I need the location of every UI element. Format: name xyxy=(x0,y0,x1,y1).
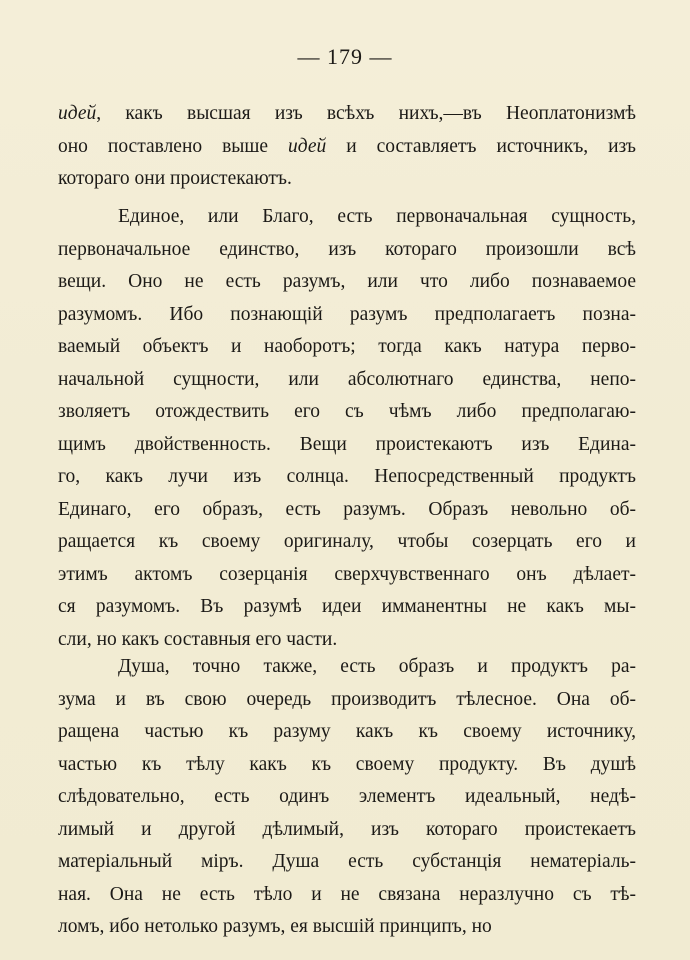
text-run: ращена частью къ разуму какъ къ своему источнику, xyxy=(58,721,636,742)
text-line xyxy=(58,911,636,944)
text-run: слѣдовательно, есть одинъ элементъ идеальный, недѣ- xyxy=(58,786,636,807)
text-line xyxy=(58,201,636,234)
text-run: ломъ, ибо нетолько разумъ, ея высшій принципъ, но xyxy=(58,916,492,937)
page-number: — 179 — xyxy=(297,44,393,69)
text-line xyxy=(58,299,636,332)
text-run: частью къ тѣлу какъ къ своему продукту. Въ душѣ xyxy=(58,753,636,775)
italic-text: идей xyxy=(288,135,327,157)
text-line xyxy=(58,559,636,592)
text-run: ращается къ своему оригиналу, чтобы созерцать его и xyxy=(58,531,636,552)
text-line xyxy=(58,716,636,749)
text-run: оно поставлено выше xyxy=(58,135,289,157)
paragraph-soul xyxy=(58,651,636,944)
text-line xyxy=(58,131,636,164)
text-run: , какъ высшая изъ всѣхъ нихъ,—въ Неоплатонизмѣ xyxy=(96,103,636,124)
text-run: первоначальное единство, изъ котораго произошли всѣ xyxy=(58,238,636,260)
text-run: го, какъ лучи изъ солнца. Непосредственный продуктъ xyxy=(58,466,636,487)
text-line xyxy=(58,684,636,717)
text-run: сли, но какъ составныя его части. xyxy=(58,628,338,650)
text-line xyxy=(58,461,636,494)
text-run: котораго они проистекаютъ. xyxy=(58,168,292,189)
text-line xyxy=(58,749,636,782)
text-run: лимый и другой дѣлимый, изъ котораго проистекаетъ xyxy=(58,818,636,840)
text-run: разумомъ. Ибо познающій разумъ предполагаетъ позна- xyxy=(58,303,636,325)
text-run: зума и въ свою очередь производитъ тѣлесное. Она об- xyxy=(58,688,636,710)
text-run: ся разумомъ. Въ разумѣ идеи имманентны не какъ мы- xyxy=(58,596,636,617)
text-line xyxy=(58,266,636,299)
text-run: ваемый объектъ и наоборотъ; тогда какъ натура перво- xyxy=(58,336,636,357)
text-line xyxy=(58,234,636,267)
text-run: этимъ актомъ созерцанія сверхчувственнаго онъ дѣлает- xyxy=(58,563,636,585)
text-line xyxy=(58,846,636,879)
text-run: Единое, или Благо, есть первоначальная сущность, xyxy=(118,206,636,227)
text-run: Единаго, его образъ, есть разумъ. Образъ невольно об- xyxy=(58,498,636,520)
text-line xyxy=(58,879,636,912)
text-line xyxy=(58,781,636,814)
text-line xyxy=(58,526,636,559)
text-run: щимъ двойственность. Вещи проистекаютъ изъ Едина- xyxy=(58,433,636,455)
text-line xyxy=(58,163,636,196)
text-run: Душа, точно также, есть образъ и продуктъ ра- xyxy=(118,656,636,677)
text-line xyxy=(58,331,636,364)
text-run: начальной сущности, или абсолютнаго единства, непо- xyxy=(58,368,636,390)
text-run: матеріальный міръ. Душа есть субстанція нематеріаль- xyxy=(58,851,636,872)
paragraph-one-source xyxy=(58,201,636,656)
text-run: зволяетъ отождествить его съ чѣмъ либо предполагаю- xyxy=(58,401,636,422)
text-line xyxy=(58,494,636,527)
paragraph-continuation xyxy=(58,98,636,196)
text-line xyxy=(58,98,636,131)
text-run: ная. Она не есть тѣло и не связана неразлучно съ тѣ- xyxy=(58,883,636,905)
text-line xyxy=(58,429,636,462)
text-line xyxy=(58,814,636,847)
text-run: вещи. Оно не есть разумъ, или что либо познаваемое xyxy=(58,271,636,292)
text-line xyxy=(58,651,636,684)
text-line xyxy=(58,364,636,397)
text-line xyxy=(58,591,636,624)
text-run: и составляетъ источникъ, изъ xyxy=(326,135,636,157)
text-line xyxy=(58,396,636,429)
italic-text: идей xyxy=(58,103,97,124)
